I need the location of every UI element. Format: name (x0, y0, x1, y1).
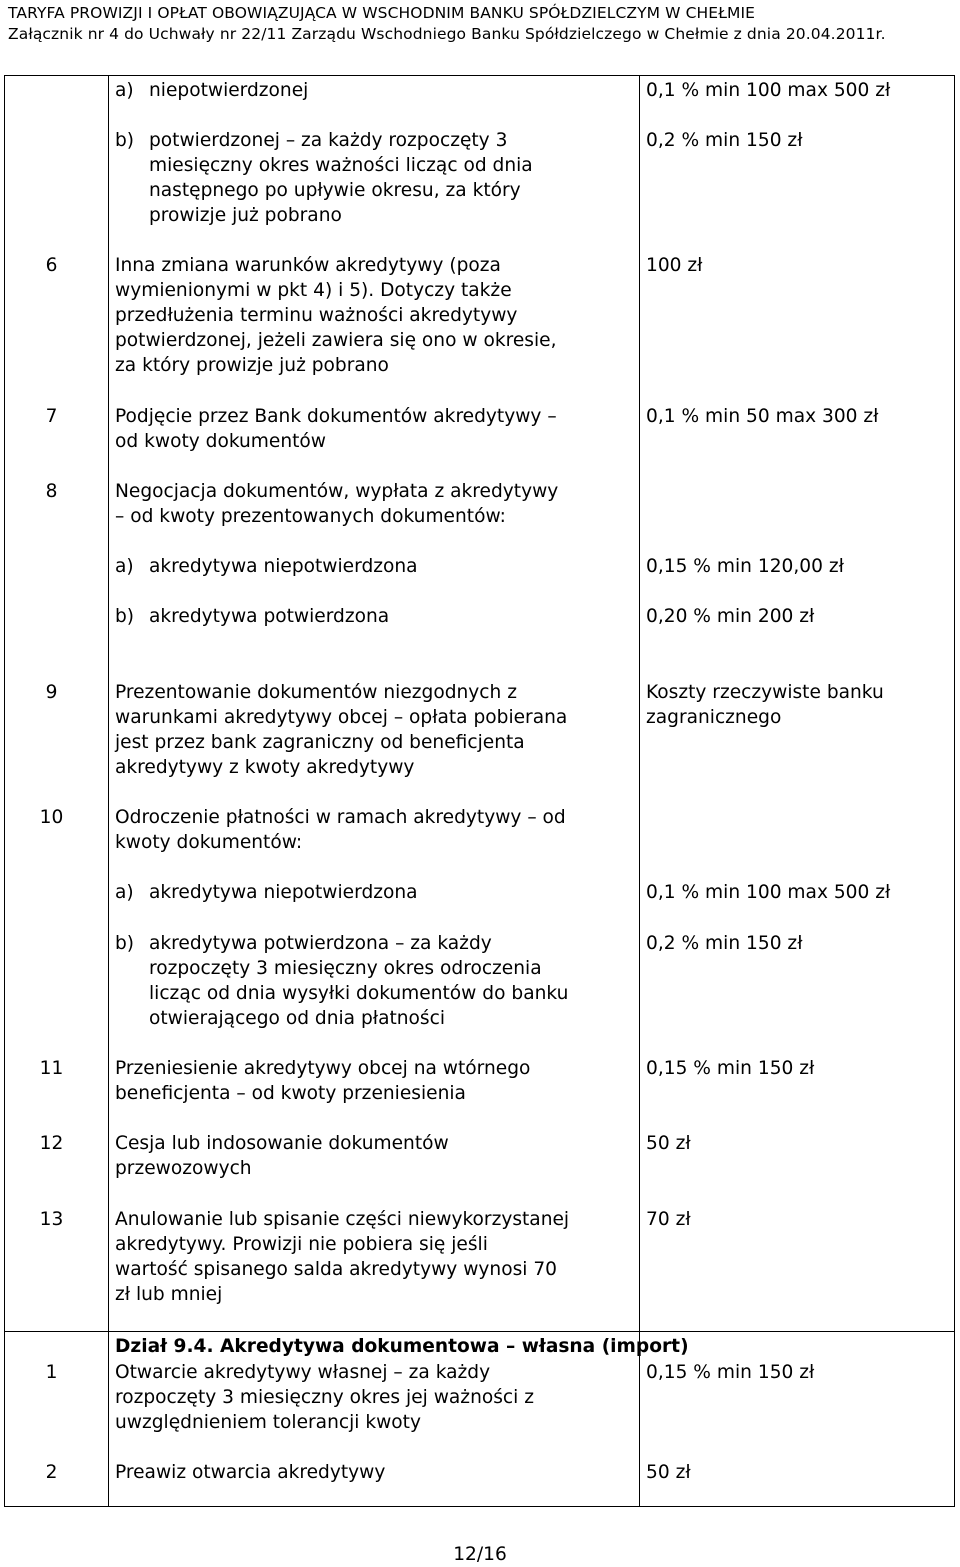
fee-9-line-1: Koszty rzeczywiste banku (646, 682, 884, 703)
row-number: 9 (45, 682, 58, 703)
item-label: a) (115, 80, 134, 101)
document-header (8, 3, 886, 45)
item-text: potwierdzonej – za każdy rozpoczęty 3 (149, 130, 508, 151)
row-8-text-1: Negocjacja dokumentów, wypłata z akredytywy (115, 481, 559, 502)
fee-11: 0,15 % min 150 zł (646, 1058, 815, 1079)
row-13-text-1: Anulowanie lub spisanie części niewykorzystanej (115, 1209, 570, 1230)
item-text: akredytywa potwierdzona (149, 606, 390, 627)
row-number: 10 (39, 807, 64, 828)
row-13-text-4: zł lub mniej (115, 1284, 223, 1305)
item-text: licząc od dnia wysyłki dokumentów do banku (149, 983, 569, 1004)
section-row-2-text-1: Preawiz otwarcia akredytywy (115, 1462, 386, 1483)
header-title: TARYFA PROWIZJI I OPŁAT OBOWIĄZUJĄCA W WSCHODNIM BANKU SPÓŁDZIELCZYM W CHEŁMIE (8, 4, 756, 22)
fee-5a: 0,1 % min 100 max 500 zł (646, 80, 891, 101)
item-label: a) (115, 882, 134, 903)
item-text: akredytywa potwierdzona – za każdy (149, 933, 492, 954)
row-13-text-2: akredytywy. Prowizji nie pobiera się jeśli (115, 1234, 488, 1255)
item-text: akredytywa niepotwierdzona (149, 882, 418, 903)
item-label: b) (115, 933, 135, 954)
section-title: Dział 9.4. Akredytywa dokumentowa – własna (import) (115, 1336, 689, 1357)
row-number: 7 (45, 406, 58, 427)
item-label: b) (115, 606, 135, 627)
row-number: 1 (45, 1362, 58, 1383)
fee-10b: 0,2 % min 150 zł (646, 933, 803, 954)
fee-9-line-2: zagranicznego (646, 707, 782, 728)
row-number: 6 (45, 255, 58, 276)
fee-6: 100 zł (646, 255, 703, 276)
fee-12: 50 zł (646, 1133, 691, 1154)
row-6-text-2: wymienionymi w pkt 4) i 5). Dotyczy także (115, 280, 512, 301)
fee-7: 0,1 % min 50 max 300 zł (646, 406, 879, 427)
header-subtitle: Załącznik nr 4 do Uchwały nr 22/11 Zarządu Wschodniego Banku Spółdzielczego w Chełmie z dnia 20.04.2011r. (8, 25, 886, 43)
fee-10a: 0,1 % min 100 max 500 zł (646, 882, 891, 903)
item-text: prowizje już pobrano (149, 205, 342, 226)
item-text: następnego po upływie okresu, za który (149, 180, 521, 201)
row-9-text-1: Prezentowanie dokumentów niezgodnych z (115, 682, 517, 703)
row-9-text-2: warunkami akredytywy obcej – opłata pobierana (115, 707, 568, 728)
row-12-text-1: Cesja lub indosowanie dokumentów (115, 1133, 449, 1154)
row-6-text-5: za który prowizje już pobrano (115, 355, 389, 376)
item-text: otwierającego od dnia płatności (149, 1008, 445, 1029)
row-6-text-4: potwierdzonej, jeżeli zawiera się ono w okresie, (115, 330, 557, 351)
fee-13: 70 zł (646, 1209, 691, 1230)
section-row-1-text-2: rozpoczęty 3 miesięczny okres jej ważności z (115, 1387, 534, 1408)
row-11-text-1: Przeniesienie akredytywy obcej na wtórnego (115, 1058, 531, 1079)
column-divider-number (108, 76, 109, 1506)
row-number: 11 (39, 1058, 64, 1079)
row-number: 12 (39, 1133, 64, 1154)
page-number: 12/16 (453, 1544, 507, 1565)
row-7-text-2: od kwoty dokumentów (115, 431, 327, 452)
item-text: niepotwierdzonej (149, 80, 309, 101)
row-10-text-1: Odroczenie płatności w ramach akredytywy – od (115, 807, 566, 828)
row-6-text-1: Inna zmiana warunków akredytywy (poza (115, 255, 501, 276)
fee-8b: 0,20 % min 200 zł (646, 606, 815, 627)
row-8-text-2: – od kwoty prezentowanych dokumentów: (115, 506, 506, 527)
row-12-text-2: przewozowych (115, 1158, 252, 1179)
fee-8a: 0,15 % min 120,00 zł (646, 556, 844, 577)
fee-5b: 0,2 % min 150 zł (646, 130, 803, 151)
item-label: a) (115, 556, 134, 577)
row-number: 13 (39, 1209, 64, 1230)
fee-section-2: 50 zł (646, 1462, 691, 1483)
item-text: rozpoczęty 3 miesięczny okres odroczenia (149, 958, 542, 979)
column-divider-fee (639, 76, 640, 1506)
section-row-1-text-1: Otwarcie akredytywy własnej – za każdy (115, 1362, 491, 1383)
row-13-text-3: wartość spisanego salda akredytywy wynosi 70 (115, 1259, 557, 1280)
item-text: akredytywa niepotwierdzona (149, 556, 418, 577)
row-7-text-1: Podjęcie przez Bank dokumentów akredytywy – (115, 406, 557, 427)
row-number: 8 (45, 481, 58, 502)
item-text: miesięczny okres ważności licząc od dnia (149, 155, 533, 176)
fee-section-1: 0,15 % min 150 zł (646, 1362, 815, 1383)
row-11-text-2: beneficjenta – od kwoty przeniesienia (115, 1083, 466, 1104)
row-9-text-3: jest przez bank zagraniczny od beneficjenta (115, 732, 525, 753)
section-row-1-text-3: uwzględnieniem tolerancji kwoty (115, 1412, 421, 1433)
row-6-text-3: przedłużenia terminu ważności akredytywy (115, 305, 518, 326)
row-number: 2 (45, 1462, 58, 1483)
section-divider (5, 1331, 954, 1332)
row-10-text-2: kwoty dokumentów: (115, 832, 303, 853)
row-9-text-4: akredytywy z kwoty akredytywy (115, 757, 415, 778)
item-label: b) (115, 130, 135, 151)
